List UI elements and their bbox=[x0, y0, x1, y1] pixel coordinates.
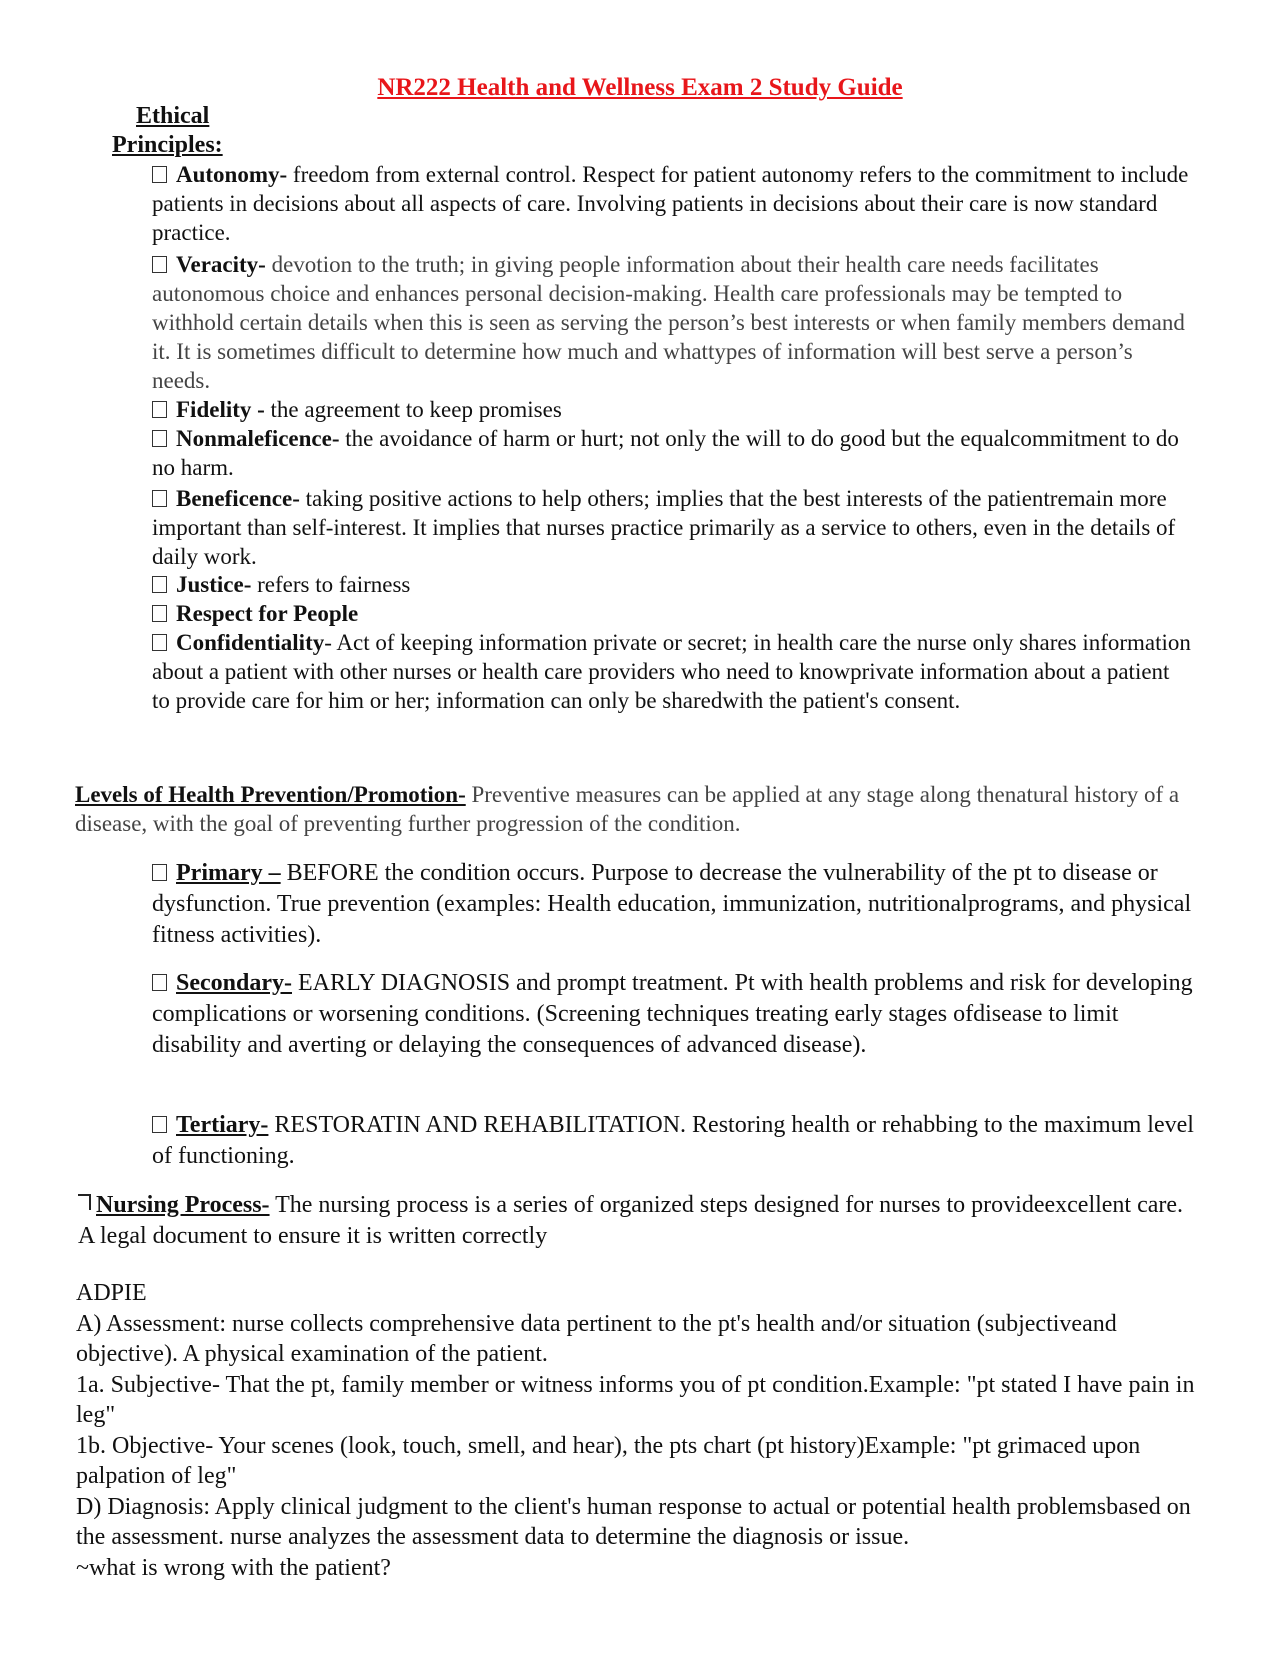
ethical-item-veracity: Veracity- devotion to the truth; in giving people information about their health care needs facilitates autonomous choice and enhances personal decision-making. Health care professionals may be tempted to withhold certain details when this is seen as serving the person’s best interests or when family members demand it. It is sometimes difficult to determine how much and whattypes of information will best serve a person’s needs. bbox=[152, 252, 1185, 393]
corner-bullet-icon bbox=[78, 1194, 91, 1210]
adpie-section bbox=[76, 1278, 1216, 1583]
adpie-line: ADPIE bbox=[76, 1280, 147, 1306]
level-item-secondary: Secondary- EARLY DIAGNOSIS and prompt treatment. Pt with health problems and risk for developing complications or worsening conditions. (Screening techniques treating early stages ofdisease to limit disability and averting or delaying the consequences of advanced disease). bbox=[152, 970, 1193, 1058]
ethical-item-respect: Respect for People bbox=[152, 599, 1192, 628]
ethical-item-autonomy: Autonomy- freedom from external control. Respect for patient autonomy refers to the commitment to include patients in decisions about all aspects of care. Involving patients in decisions about their care is now standard practice. bbox=[152, 162, 1189, 245]
ethical-heading-line1: Ethical bbox=[136, 103, 210, 129]
checkbox-icon bbox=[152, 634, 167, 651]
checkbox-icon bbox=[152, 1116, 167, 1133]
ethical-item-confidentiality: Confidentiality- Act of keeping information private or secret; in health care the nurse only shares information about a patient with other nurses or health care providers who need to knowprivate information about a patient to provide care for him or her; information can only be sharedwith the patient's consent. bbox=[152, 630, 1191, 713]
levels-section bbox=[75, 780, 1215, 838]
checkbox-icon bbox=[152, 864, 167, 881]
checkbox-icon bbox=[152, 166, 167, 183]
ethical-item-justice: Justice- refers to fairness bbox=[152, 570, 1192, 599]
level-item-tertiary: Tertiary- RESTORATIN AND REHABILITATION. Restoring health or rehabbing to the maximum level of functioning. bbox=[152, 1112, 1194, 1169]
nursing-process-text: The nursing process is a series of organized steps designed for nurses to provideexcellent care. A legal document to ensure it is written correctly bbox=[78, 1192, 1184, 1249]
adpie-line: 1b. Objective- Your scenes (look, touch, smell, and hear), the pts chart (pt history)Example: "pt grimaced upon palpation of leg" bbox=[76, 1432, 1141, 1489]
checkbox-icon bbox=[152, 576, 167, 593]
nursing-process-heading: Nursing Process- bbox=[96, 1192, 270, 1218]
adpie-line: D) Diagnosis: Apply clinical judgment to the client's human response to actual or potential health problemsbased on the assessment. nurse analyzes the assessment data to determine the diagnosis or issue. bbox=[76, 1493, 1191, 1550]
levels-heading: Levels of Health Prevention/Promotion- bbox=[75, 782, 466, 807]
document-title: NR222 Health and Wellness Exam 2 Study Guide bbox=[377, 74, 903, 101]
checkbox-icon bbox=[152, 256, 167, 273]
adpie-line: ~what is wrong with the patient? bbox=[76, 1554, 391, 1581]
adpie-line: 1a. Subjective- That the pt, family member or witness informs you of pt condition.Example: "pt stated I have pain in leg" bbox=[76, 1371, 1195, 1428]
adpie-line: A) Assessment: nurse collects comprehensive data pertinent to the pt's health and/or situation (subjectiveand objective). A physical examination of the patient. bbox=[76, 1310, 1117, 1367]
checkbox-icon bbox=[152, 490, 167, 507]
checkbox-icon bbox=[152, 430, 167, 447]
level-item-primary: Primary – BEFORE the condition occurs. Purpose to decrease the vulnerability of the pt to disease or dysfunction. True prevention (examples: Health education, immunization, nutritionalprograms, and physical fitness activities). bbox=[152, 860, 1192, 948]
ethical-item-fidelity: Fidelity - the agreement to keep promises bbox=[152, 395, 1192, 424]
ethical-item-nonmaleficence: Nonmaleficence- the avoidance of harm or hurt; not only the will to do good but the equalcommitment to do no harm. bbox=[152, 426, 1179, 480]
ethical-item-beneficence: Beneficence- taking positive actions to help others; implies that the best interests of the patientremain more important than self-interest. It implies that nurses practice primarily as a service to others, even in the details of daily work. bbox=[152, 486, 1176, 569]
checkbox-icon bbox=[152, 605, 167, 622]
levels-intro: Preventive measures can be applied at any stage along thenatural history of a disease, with the goal of preventing further progression of the condition. bbox=[75, 782, 1180, 836]
checkbox-icon bbox=[152, 401, 167, 418]
ethical-heading-line2: Principles: bbox=[112, 132, 223, 158]
nursing-process-section bbox=[78, 1190, 1198, 1252]
checkbox-icon bbox=[152, 974, 167, 991]
